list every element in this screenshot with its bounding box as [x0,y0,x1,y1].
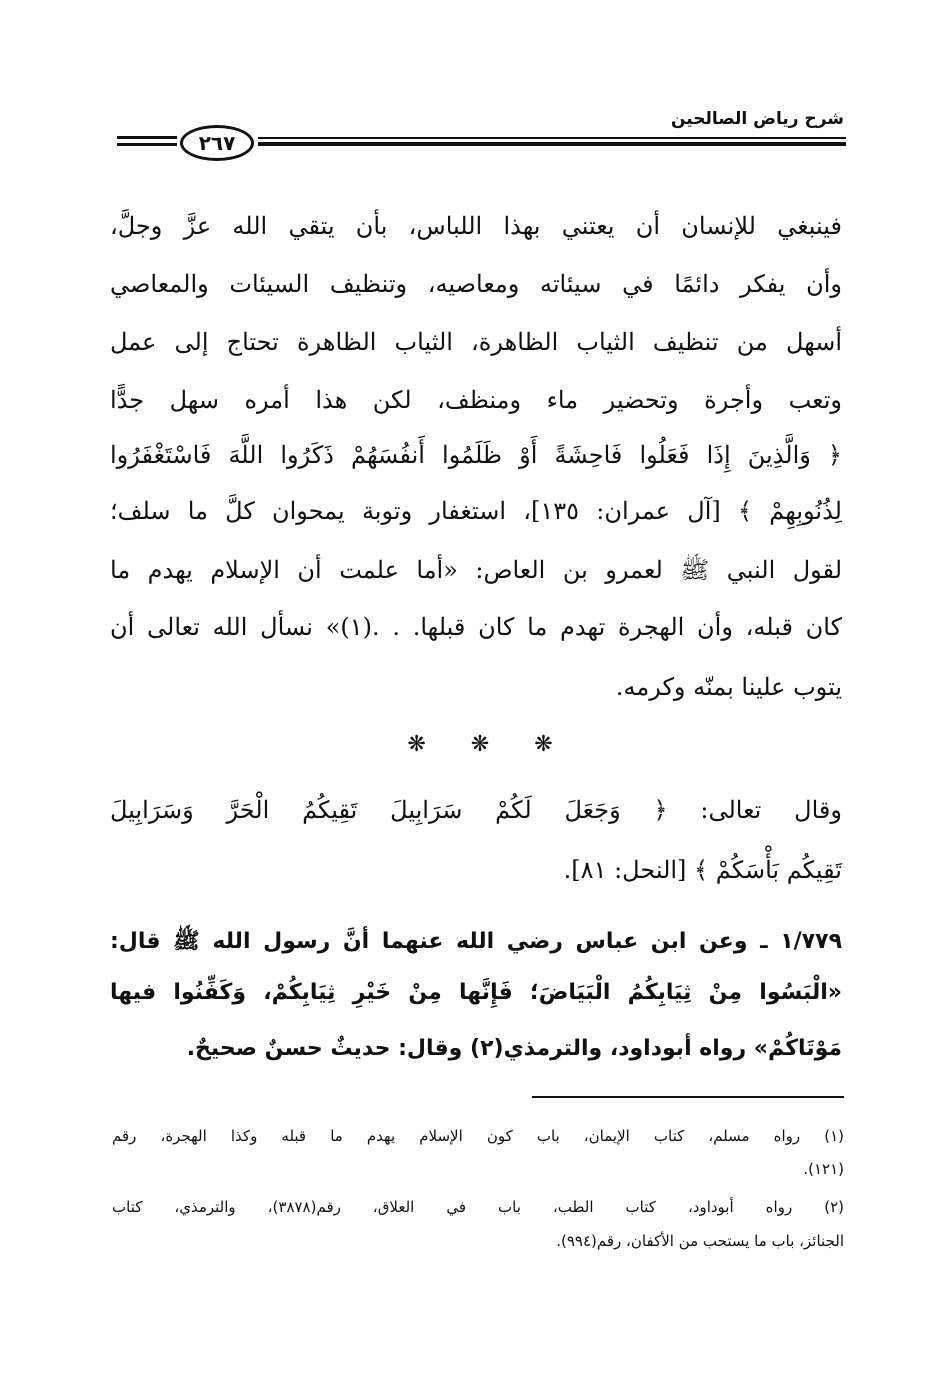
body-line: لِذُنُوبِهِمْ ﴾ [آل عمران: ١٣٥]، استغفار وتوبة يمحوان كلَّ ما سلف؛ [110,497,842,525]
body-line: فينبغي للإنسان أن يعتني بهذا اللباس، بأن يتقي الله عزَّ وجلَّ، [110,212,842,240]
header-rule-right-top [258,137,846,139]
header-rule-right-bottom [258,142,846,146]
hadith-line: ١/٧٧٩ ـ وعن ابن عباس رضي الله عنهما أنَّ رسول الله ﷺ قال: [110,929,842,954]
quran-verse-line: تَقِيكُم بَأْسَكُمْ ﴾ [النحل: ٨١]. [563,856,842,884]
page-number: ٢٦٧ [180,125,254,161]
footnote-1: (١) رواه مسلم، كتاب الإيمان، باب كون الإسلام يهدم ما قبله وكذا الهجرة، رقم [112,1127,844,1145]
hadith-line: مَوْتَاكُمْ» رواه أبوداود، والترمذي(٢) وقال: حديثٌ حسنٌ صحيحٌ. [186,1036,842,1061]
quran-verse-line: وقال تعالى: ﴿ وَجَعَلَ لَكُمْ سَرَابِيلَ تَقِيكُمُ الْحَرَّ وَسَرَابِيلَ [110,796,842,824]
body-line: كان قبله، وأن الهجرة تهدم ما كان قبلها. . .(١)» نسأل الله تعالى أن [110,613,843,641]
body-line: وأن يفكر دائمًا في سيئاته ومعاصيه، وتنظيف السيئات والمعاصي [110,270,842,298]
body-line: أسهل من تنظيف الثياب الظاهرة، الثياب الظاهرة تحتاج إلى عمل [110,328,842,356]
header-rule-left-bottom [117,143,177,146]
body-line: لقول النبي ﷺ لعمرو بن العاص: «أما علمت أن الإسلام يهدم ما [110,556,842,584]
footnote-2-continued: الجنائز، باب ما يستحب من الأكفان، رقم(٩٩٤). [556,1232,844,1250]
section-separator: ❋ ❋ ❋ [407,732,553,757]
body-line: وتعب وأجرة وتحضير ماء ومنظف، لكن هذا أمره سهل جدًّا [110,386,842,414]
footnote-1-continued: (١٢١). [803,1160,844,1178]
quran-verse-line: ﴿ وَالَّذِينَ إِذَا فَعَلُوا فَاحِشَةً أَوْ ظَلَمُوا أَنفُسَهُمْ ذَكَرُوا اللَّهَ فَاسْتَغْفَرُوا [110,441,842,469]
footnote-2: (٢) رواه أبوداود، كتاب الطب، باب في العلاق، رقم(٣٨٧٨)، والترمذي، كتاب [112,1198,844,1216]
hadith-line: «الْبَسُوا مِنْ ثِيَابِكُمُ الْبَيَاضَ؛ فَإِنَّها مِنْ خَيْرِ ثِيَابِكُمْ، وَكَفِّنُوا فيها [110,980,842,1005]
book-title: شرح رياض الصالحين [670,109,844,129]
header-rule-left-top [117,136,177,139]
body-line: يتوب علينا بمنّه وكرمه. [615,673,842,701]
footnote-rule [532,1096,844,1098]
